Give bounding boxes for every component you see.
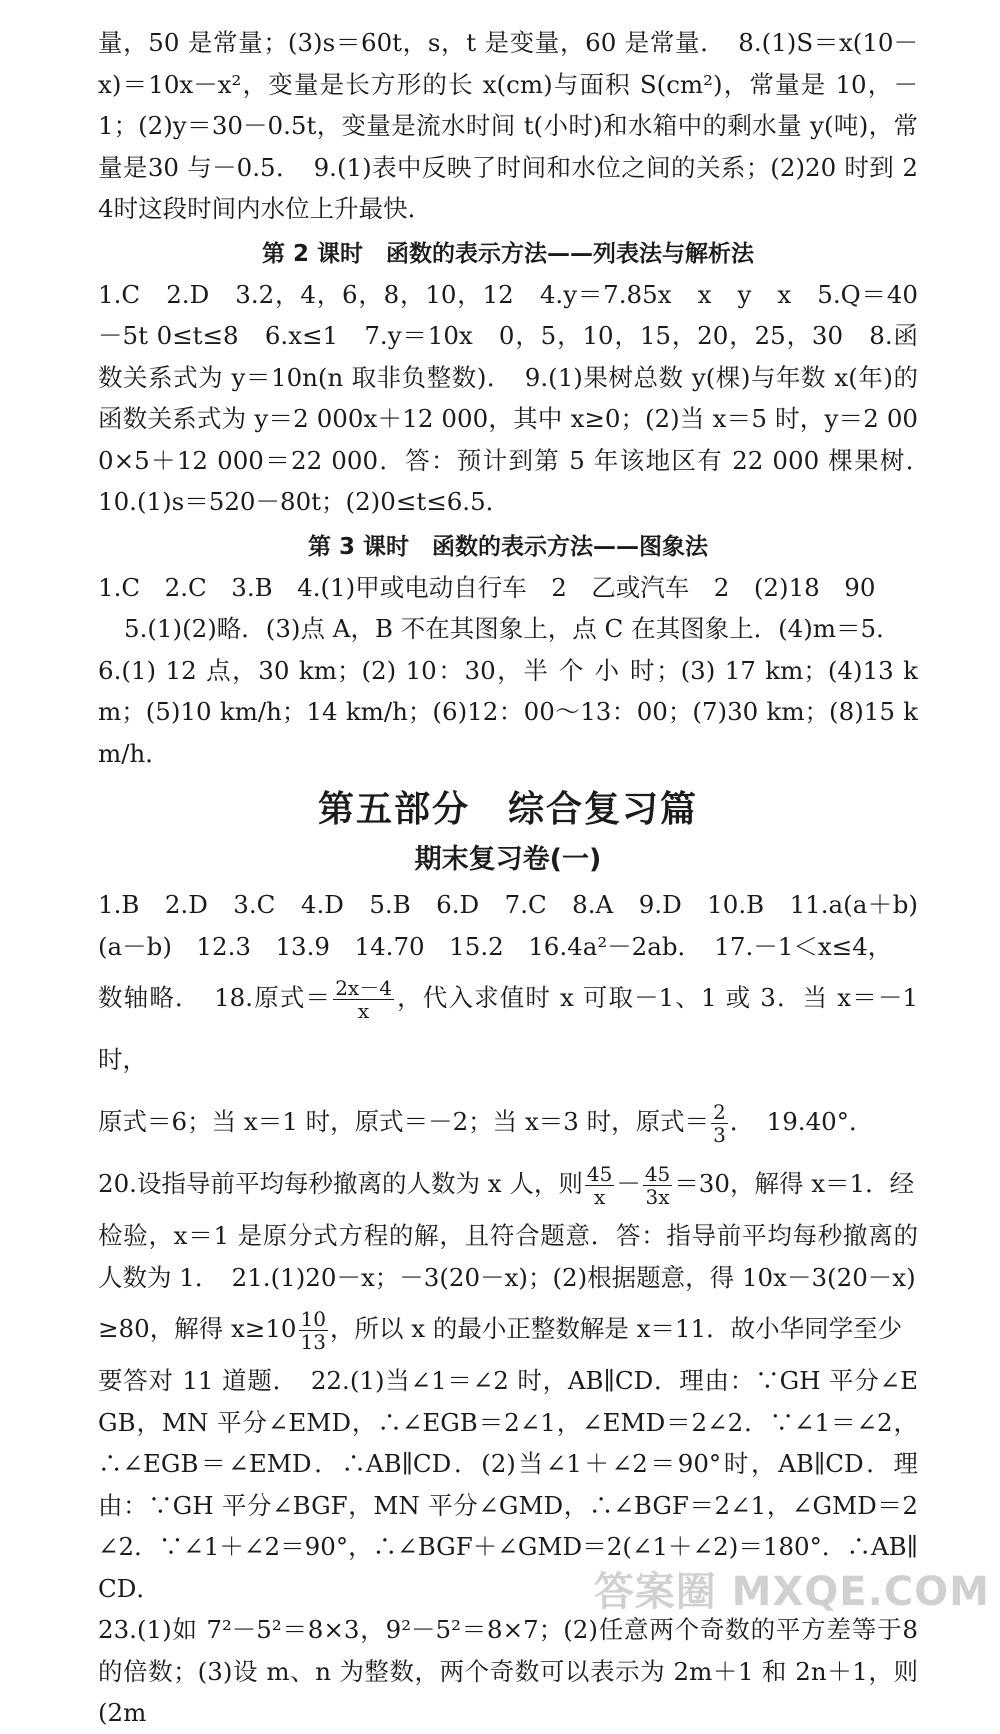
q18-fraction-numerator: 2x－4 (335, 976, 392, 1000)
q18-result-fraction (711, 1101, 728, 1146)
q20-text-a: 20.设指导前平均每秒撤离的人数为 x 人，则 (98, 1169, 583, 1198)
q21-text-b: ，所以 x 的最小正整数解是 x＝11．故小华同学至少 (329, 1314, 903, 1343)
review-answer-20-21: 检验，x＝1 是原分式方程的解，且符合题意．答：指导前平均每秒撤离的人数为 1． 21.(1)20－x；－3(20－x)；(2)根据题意，得 10x－3(20－x) (98, 1221, 918, 1292)
q20-text-b: ＝30，解得 x＝1．经 (674, 1169, 915, 1198)
q18-text-d: ． 19.40°． (729, 1107, 874, 1136)
q20-fraction-2-denominator: 3x (645, 1185, 670, 1209)
review-answers-1-17: 1.B 2.D 3.C 4.D 5.B 6.D 7.C 8.A 9.D 10.B 11.a(a＋b)(a－b) 12.3 13.9 14.70 15.2 16.4a²－2ab． 17.－1＜x≤4， (98, 890, 918, 961)
review-paper-title: 期末复习卷(一) (414, 844, 602, 875)
q20-fraction-1 (585, 1163, 614, 1208)
q18-text-c: 原式＝6；当 x＝1 时，原式＝－2；当 x＝3 时，原式＝ (98, 1107, 710, 1136)
review-answer-18-19 (98, 1091, 918, 1153)
q20-fraction-1-numerator: 45 (586, 1162, 613, 1186)
q20-fraction-2 (643, 1163, 672, 1208)
q21-fraction-numerator: 10 (300, 1307, 326, 1331)
review-answer-18 (98, 967, 918, 1091)
q21-mixed-fraction (299, 1308, 328, 1353)
lesson2-heading: 第 2 课时 函数的表示方法——列表法与解析法 (261, 240, 755, 267)
site-watermark: 答案圈 MXQE.COM (593, 1569, 990, 1615)
q18-fraction-denominator: x (357, 999, 370, 1023)
part5-title: 第五部分 综合复习篇 (317, 789, 698, 830)
lesson3-answers-line1: 1.C 2.C 3.B 4.(1)甲或电动自行车 2 乙或汽车 2 (2)18 90 (98, 572, 876, 602)
q18-text-a: 数轴略． 18.原式＝ (98, 983, 332, 1012)
q20-fraction-1-denominator: x (593, 1185, 606, 1209)
lesson1-answers-tail: 量，50 是常量；(3)s＝60t，s，t 是变量，60 是常量． 8.(1)S＝x(10－x)＝10x－x²，变量是长方形的长 x(cm)与面积 S(cm²)，常量是 10，－1；(2)y＝30－0.5t，变量是流水时间 t(小时)和水箱中的剩水量 y(吨)，常量是30 与－0.5． 9.(1)表中反映了时间和水位之间的关系；(2)20 时到 24时这段时间内水位上升最快． (98, 28, 918, 223)
q21-fraction-denominator: 13 (300, 1330, 326, 1354)
lesson3-answers-q6: 6.(1) 12 点，30 km；(2) 10：30，半 个 小 时；(3) 17 km；(4)13 km；(5)10 km/h；14 km/h；(6)12：00～13：00；(7)30 km；(8)15 km/h． (98, 655, 918, 768)
lesson3-answers-line2: 5.(1)(2)略．(3)点 A，B 不在其图象上，点 C 在其图象上．(4)m＝5． (124, 614, 901, 643)
review-answer-22: 要答对 11 道题． 22.(1)当∠1＝∠2 时，AB∥CD．理由：∵GH 平分∠EGB，MN 平分∠EMD，∴∠EGB＝2∠1，∠EMD＝2∠2．∵∠1＝∠2，∴∠EGB＝∠EMD．∴AB∥CD．(2)当∠1＋∠2＝90°时，AB∥CD．理由：∵GH 平分∠BGF，MN 平分∠GMD，∴∠BGF＝2∠1，∠GMD＝2∠2．∵∠1＋∠2＝90°，∴∠BGF＋∠GMD＝2(∠1＋∠2)＝180°．∴AB∥CD． (98, 1366, 918, 1603)
review-answer-20-line1 (98, 1153, 918, 1215)
q20-fraction-2-numerator: 45 (644, 1162, 671, 1186)
lesson2-answers: 1.C 2.D 3.2，4，6，8，10，12 4.y＝7.85x x y x 5.Q＝40－5t 0≤t≤8 6.x≤1 7.y＝10x 0，5，10，15，20，25，30 8.函数关系式为 y＝10n(n 取非负整数)． 9.(1)果树总数 y(棵)与年数 x(年)的函数关系式为 y＝2 000x＋12 000，其中 x≥0；(2)当 x＝5 时，y＝2 000×5＋12 000＝22 000．答：预计到第 5 年该地区有 22 000 棵果树． 10.(1)s＝520－80t；(2)0≤t≤6.5． (98, 279, 943, 516)
q21-text-a: ≥80，解得 x≥10 (98, 1314, 297, 1343)
q18-text-b: ，代入求值时 x 可取－1、1 或 3．当 x＝－1 时， (98, 983, 918, 1074)
lesson3-heading: 第 3 课时 函数的表示方法——图象法 (307, 533, 709, 560)
review-answer-21-line (98, 1298, 918, 1360)
q20-minus: － (616, 1169, 641, 1198)
answer-page (98, 22, 943, 1734)
q18-fraction (333, 977, 394, 1022)
q18-result-denominator: 3 (713, 1123, 726, 1147)
review-answer-23: 23.(1)如 7²－5²＝8×3，9²－5²＝8×7；(2)任意两个奇数的平方差等于8的倍数；(3)设 m、n 为整数，两个奇数可以表示为 2m＋1 和 2n＋1，则(2m (98, 1615, 918, 1727)
q18-result-numerator: 2 (713, 1100, 726, 1124)
